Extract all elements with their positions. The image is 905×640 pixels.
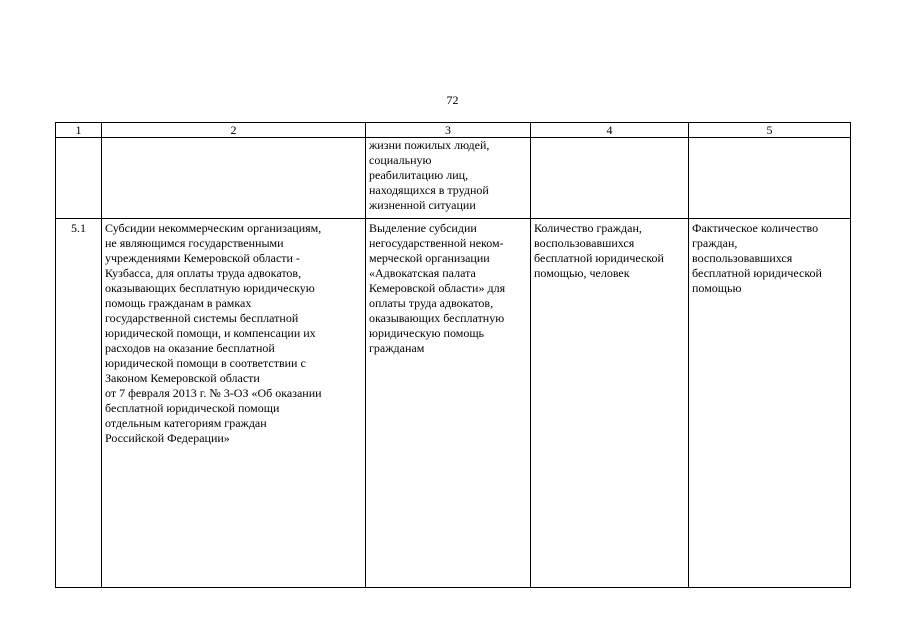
text-line: гражданам: [369, 341, 425, 355]
page-number: 72: [446, 93, 459, 107]
row-number: 5.1: [56, 219, 102, 588]
header-cell-5: 5: [689, 123, 851, 138]
text-line: Фактическое количество: [692, 221, 819, 235]
text-line: Законом Кемеровской области: [105, 371, 260, 385]
text-line: Кемеровской области» для: [369, 281, 506, 295]
text-line: жизненной ситуации: [369, 198, 476, 212]
text-line: не являющимся государственными: [105, 236, 284, 250]
text-line: социальную: [369, 153, 432, 167]
header-cell-2: 2: [102, 123, 366, 138]
text-line: бесплатной юридической: [534, 251, 664, 265]
text-line: оплаты труда адвокатов,: [369, 296, 494, 310]
text-line: «Адвокатская палата: [369, 266, 476, 280]
cont-cell-2: [102, 138, 366, 219]
row-cell-3: [366, 219, 531, 588]
text-line: помощью: [692, 281, 742, 295]
text-line: бесплатной юридической помощи: [105, 401, 280, 415]
text-line: находящихся в трудной: [369, 183, 489, 197]
row-cell-2: [102, 219, 366, 588]
text-line: оказывающих бесплатную юридическую: [105, 281, 315, 295]
text-line: от 7 февраля 2013 г. № 3-ОЗ «Об оказании: [105, 386, 322, 400]
text-line: Российской Федерации»: [105, 431, 230, 445]
text-line: Количество граждан,: [534, 221, 642, 235]
text-line: помощь гражданам в рамках: [105, 296, 252, 310]
text-line: жизни пожилых людей,: [369, 138, 490, 152]
text-line: отдельным категориям граждан: [105, 416, 267, 430]
cont-cell-4: [531, 138, 689, 219]
text-line: реабилитацию лиц,: [369, 168, 469, 182]
cont-cell-5: [689, 138, 851, 219]
text-line: Выделение субсидии: [369, 221, 477, 235]
text-line: учреждениями Кемеровской области -: [105, 251, 300, 265]
text-line: юридической помощи, и компенсации их: [105, 326, 316, 340]
data-table: [55, 122, 851, 588]
row-cell-4: [531, 219, 689, 588]
text-line: воспользовавшихся: [534, 236, 635, 250]
text-line: государственной системы бесплатной: [105, 311, 299, 325]
text-line: бесплатной юридической: [692, 266, 822, 280]
header-row: [56, 123, 851, 138]
text-line: Кузбасса, для оплаты труда адвокатов,: [105, 266, 302, 280]
text-line: юридической помощи в соответствии с: [105, 356, 306, 370]
header-cell-4: 4: [531, 123, 689, 138]
cont-cell-1: [56, 138, 102, 219]
header-cell-3: 3: [366, 123, 531, 138]
text-line: воспользовавшихся: [692, 251, 793, 265]
row-cell-5: [689, 219, 851, 588]
table-row: [56, 219, 851, 588]
cont-cell-3: [366, 138, 531, 219]
text-line: помощью, человек: [534, 266, 630, 280]
text-line: расходов на оказание бесплатной: [105, 341, 275, 355]
text-line: граждан,: [692, 236, 738, 250]
text-line: мерческой организации: [369, 251, 490, 265]
text-line: негосударственной неком-: [369, 236, 504, 250]
continuation-row: [56, 138, 851, 219]
text-line: Субсидии некоммерческим организациям,: [105, 221, 322, 235]
text-line: оказывающих бесплатную: [369, 311, 505, 325]
text-line: юридическую помощь: [369, 326, 485, 340]
header-cell-1: 1: [56, 123, 102, 138]
